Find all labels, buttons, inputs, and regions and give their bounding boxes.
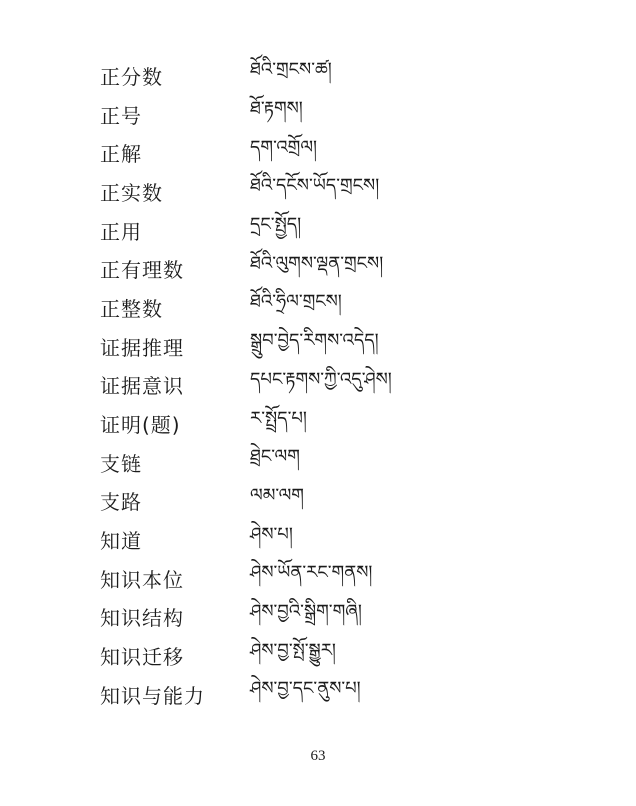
tibetan-term: ཐོའི་དངོས་ཡོད་གྲངས།	[250, 175, 380, 197]
glossary-entry	[100, 172, 580, 211]
glossary-entry	[100, 95, 580, 134]
chinese-term: 支路	[100, 490, 142, 515]
chinese-term: 证明(题)	[100, 413, 181, 438]
glossary-entry	[100, 366, 580, 405]
tibetan-term: ཐོའི་ལུགས་ལྡན་གྲངས།	[250, 252, 384, 274]
tibetan-term: དྲང་སྤྱོད།	[250, 214, 302, 236]
chinese-term: 正解	[100, 142, 142, 167]
tibetan-term: ར་སྤྲོད་པ།	[250, 407, 307, 429]
chinese-term: 证据推理	[100, 335, 184, 360]
glossary-entry	[100, 443, 580, 482]
chinese-term: 正有理数	[100, 258, 184, 283]
tibetan-term: དག་འགྲོལ།	[250, 136, 318, 158]
tibetan-term: དཔང་རྟགས་ཀྱི་འདུ་ཤེས།	[250, 368, 392, 390]
tibetan-term: ཤེས་བྱ་དང་ནུས་པ།	[250, 678, 361, 700]
glossary-entry	[100, 675, 580, 714]
chinese-term: 正分数	[100, 64, 163, 89]
tibetan-term: ཐོའི་ཧྲིལ་གྲངས།	[250, 291, 342, 313]
glossary-list	[100, 56, 580, 714]
chinese-term: 正号	[100, 103, 142, 128]
tibetan-term: ཐོ་རྟགས།	[250, 98, 303, 120]
chinese-term: 知识迁移	[100, 645, 184, 670]
chinese-term: 正实数	[100, 180, 163, 205]
tibetan-term: ལམ་ལག	[250, 484, 304, 506]
chinese-term: 知识结构	[100, 606, 184, 631]
chinese-term: 正用	[100, 219, 142, 244]
chinese-term: 正整数	[100, 296, 163, 321]
glossary-entry	[100, 404, 580, 443]
chinese-term: 证据意识	[100, 374, 184, 399]
tibetan-term: ཤེས་བྱའི་སྒྲིག་གཞི།	[250, 600, 362, 622]
chinese-term: 知识本位	[100, 567, 184, 592]
chinese-term: 知道	[100, 529, 142, 554]
tibetan-term: ཤེས་བྱ་སྤོ་སྒྱུར།	[250, 639, 336, 661]
tibetan-term: ཤེས་པ།	[250, 523, 293, 545]
glossary-entry	[100, 482, 580, 521]
page-number: 63	[310, 748, 326, 764]
tibetan-term: ཐྲེང་ལག	[250, 446, 300, 468]
chinese-term: 知识与能力	[100, 683, 205, 708]
glossary-entry	[100, 598, 580, 637]
tibetan-term: ཐོའི་གྲངས་ཚ།	[250, 59, 332, 81]
tibetan-term: ཤེས་ཡོན་རང་གནས།	[250, 562, 373, 584]
tibetan-term: སྒྲུབ་བྱེད་རིགས་འདེད།	[250, 330, 379, 352]
glossary-entry	[100, 56, 580, 95]
chinese-term: 支链	[100, 451, 142, 476]
